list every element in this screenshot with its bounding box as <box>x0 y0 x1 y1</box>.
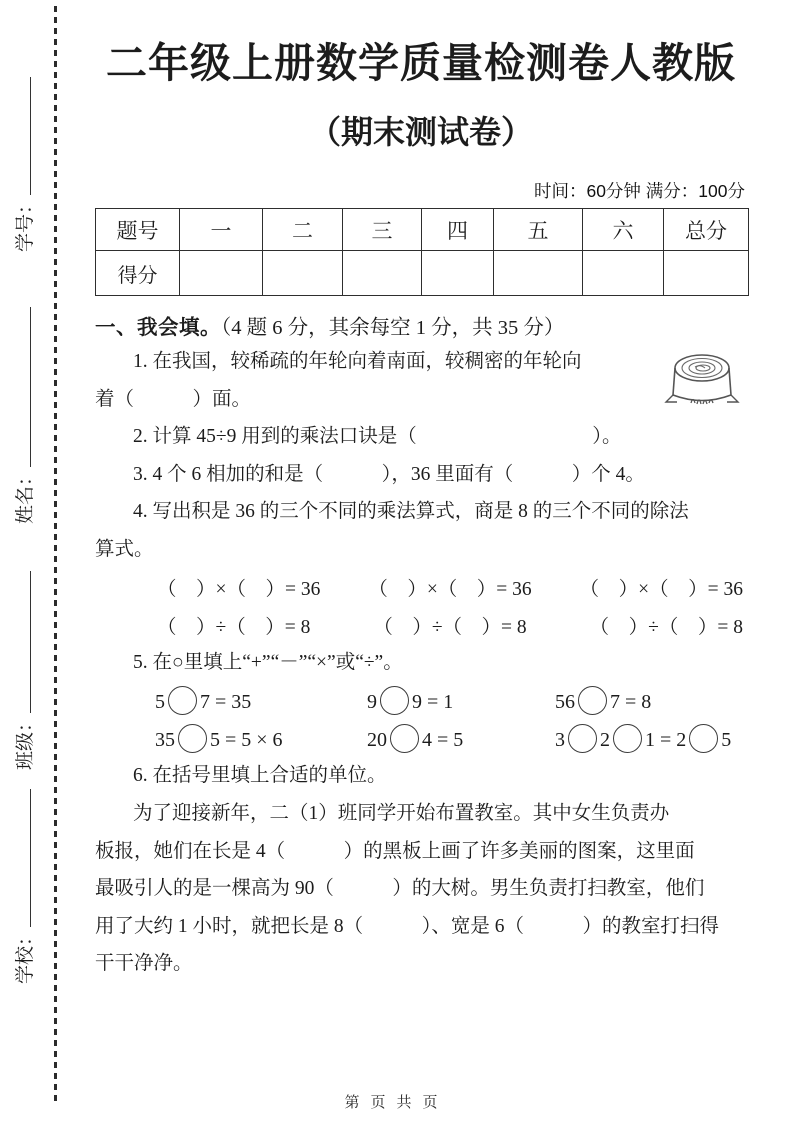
page-title: 二年级上册数学质量检测卷人教版 <box>106 40 736 86</box>
question-3: 3. 4 个 6 相加的和是（ ），36 里面有（ ）个 4。 <box>133 463 645 485</box>
score-table-header-cell: 题号 <box>96 209 180 251</box>
school-blank <box>25 789 31 927</box>
question-1-line-1: 1. 在我国，较稀疏的年轮向着南面，较稠密的年轮向 <box>133 351 582 372</box>
question-5-prompt: 5. 在○里填上“+”“－”“×”或“÷”。 <box>133 651 403 673</box>
section-1-heading-title: 一、我会填。 <box>95 316 221 339</box>
circle-equation <box>367 686 555 715</box>
equation-text: 1 = 2 <box>645 728 687 751</box>
score-table-header-cell: 三 <box>343 209 422 251</box>
multiplication-equation: （ ）×（ ）= 36 <box>579 579 743 601</box>
score-table-header-cell: 六 <box>583 209 664 251</box>
circle-equation <box>155 724 367 753</box>
equation-text: 35 <box>155 728 175 751</box>
class-blank <box>25 571 31 713</box>
question-2: 2. 计算 45÷9 用到的乘法口诀是（ ）。 <box>133 426 622 448</box>
score-table-header-row <box>96 209 749 251</box>
question-4-line-2: 算式。 <box>95 538 154 560</box>
operator-circle-blank <box>390 724 419 753</box>
question-4-division-row <box>95 606 747 644</box>
equation-text: 7 = 35 <box>200 690 252 713</box>
operator-circle-blank <box>178 724 207 753</box>
score-cell <box>583 251 664 296</box>
score-cell <box>263 251 343 296</box>
question-6-paragraph-line: 用了大约 1 小时，就把长是 8（ ）、宽是 6（ ）的教室打扫得 <box>95 915 720 937</box>
circle-equation <box>555 686 651 715</box>
student-name-field <box>13 307 39 524</box>
operator-circle-blank <box>689 724 718 753</box>
question-4-multiplication-row <box>95 569 747 607</box>
class-label: 班级： <box>15 712 36 770</box>
score-cell <box>343 251 422 296</box>
division-equation: （ ）÷（ ）= 8 <box>373 616 527 638</box>
operator-circle-blank <box>613 724 642 753</box>
question-6-paragraph-line: 最吸引人的是一棵高为 90（ ）的大树。男生负责打扫教室，他们 <box>95 878 705 900</box>
multiplication-equation: （ ）×（ ）= 36 <box>157 579 321 601</box>
score-cell <box>664 251 749 296</box>
question-1-line-2: 着（ ）面。 <box>95 388 252 410</box>
division-equation: （ ）÷（ ）= 8 <box>589 616 743 638</box>
student-name-blank <box>25 307 31 467</box>
equation-text: 7 = 8 <box>610 690 652 713</box>
circle-equation <box>367 724 555 753</box>
question-6-prompt: 6. 在括号里填上合适的单位。 <box>133 765 387 787</box>
multiplication-equation: （ ）×（ ）= 36 <box>368 579 532 601</box>
operator-circle-blank <box>380 686 409 715</box>
equation-text: 2 <box>600 728 610 751</box>
equation-text: 3 <box>555 728 565 751</box>
section-1-heading <box>95 313 747 343</box>
page-subtitle: （期末测试卷） <box>308 114 533 150</box>
equation-text: 5 <box>721 728 732 751</box>
question-6-paragraph-line: 板报，她们在长是 4（ ）的黑板上画了许多美丽的图案，这里面 <box>95 840 695 862</box>
score-cell <box>494 251 583 296</box>
circle-equation <box>155 686 367 715</box>
equation-text: 9 = 1 <box>412 690 454 713</box>
score-table-score-row <box>96 251 749 296</box>
student-id-label: 学号： <box>15 194 36 252</box>
tree-stump-icon <box>662 348 744 420</box>
main-content <box>95 0 747 983</box>
score-cell <box>180 251 263 296</box>
equation-text: 4 = 5 <box>422 728 464 751</box>
score-row-label: 得分 <box>96 251 180 296</box>
score-table-header-cell: 总分 <box>664 209 749 251</box>
score-table-header-cell: 四 <box>422 209 494 251</box>
score-table <box>95 208 749 296</box>
operator-circle-blank <box>168 686 197 715</box>
question-5-row-1 <box>95 681 747 719</box>
student-id-field <box>13 77 39 252</box>
question-5-row-2 <box>95 719 747 757</box>
binding-dashed-line <box>54 6 57 1106</box>
section-1-heading-note: （4 题 6 分，其余每空 1 分，共 35 分） <box>221 317 565 339</box>
equation-text: 5 = 5 × 6 <box>210 728 283 751</box>
school-field <box>13 789 39 984</box>
exam-meta: 时间：60分钟 满分：100分 <box>533 181 745 201</box>
equation-text: 56 <box>555 690 575 713</box>
question-4-line-1: 4. 写出积是 36 的三个不同的乘法算式，商是 8 的三个不同的除法 <box>133 501 689 523</box>
question-6-paragraph-line: 干干净净。 <box>95 953 193 975</box>
equation-text: 5 <box>155 690 165 713</box>
question-6-paragraph-line: 为了迎接新年，二（1）班同学开始布置教室。其中女生负责办 <box>133 802 670 824</box>
score-table-header-cell: 二 <box>263 209 343 251</box>
operator-circle-blank <box>578 686 607 715</box>
page-number-footer: 第页共页 <box>344 1094 449 1111</box>
equation-text: 20 <box>367 728 387 751</box>
equation-text: 9 <box>367 690 377 713</box>
score-table-header-cell: 一 <box>180 209 263 251</box>
division-equation: （ ）÷（ ）= 8 <box>157 616 311 638</box>
student-id-blank <box>25 77 31 195</box>
student-name-label: 姓名： <box>15 466 36 524</box>
score-cell <box>422 251 494 296</box>
operator-circle-blank <box>568 724 597 753</box>
score-table-header-cell: 五 <box>494 209 583 251</box>
circle-equation <box>555 724 731 753</box>
school-label: 学校： <box>15 926 36 984</box>
class-field <box>13 571 39 770</box>
